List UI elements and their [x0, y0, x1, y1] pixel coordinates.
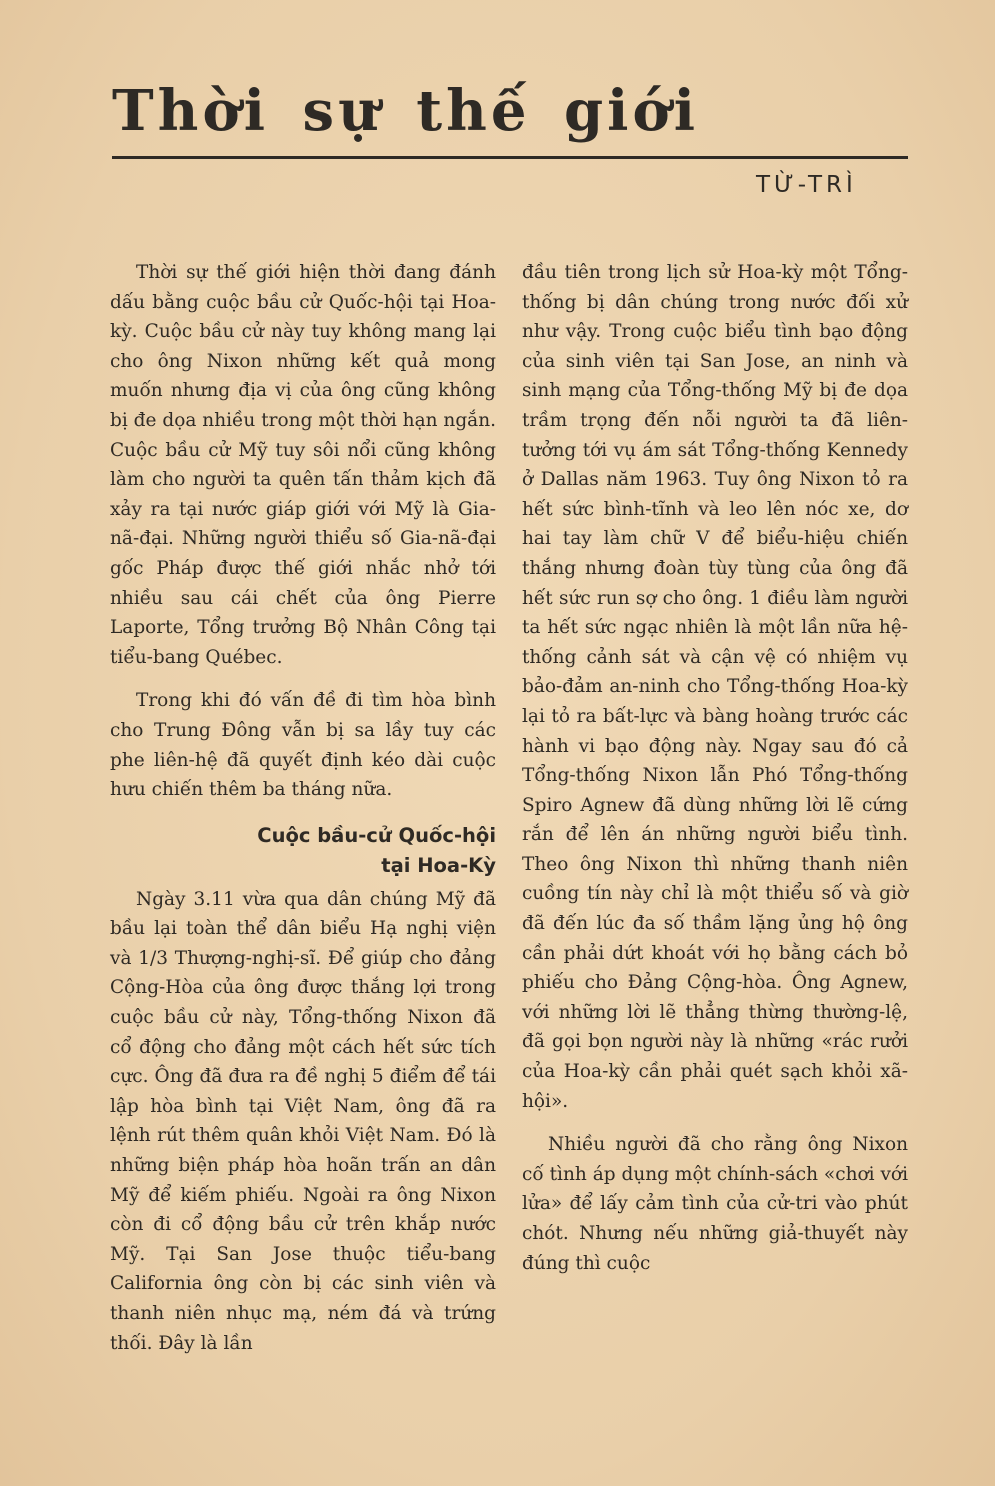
paragraph: Trong khi đó vấn đề đi tìm hòa bình cho Trung Đông vẫn bị sa lầy tuy các phe liên-hệ đã quyết định kéo dài cuộc hưu chiến thêm ba tháng nữa.	[110, 690, 496, 801]
section-heading	[110, 821, 496, 881]
section-heading-line: tại Hoa-Kỳ	[381, 853, 496, 877]
article-title: Thời sự thế giới	[112, 78, 700, 144]
paragraph: Thời sự thế giới hiện thời đang đánh dấu bằng cuộc bầu cử Quốc-hội tại Hoa-kỳ. Cuộc bầu cử này tuy không mang lại cho ông Nixon những kết quả mong muốn nhưng địa vị của ông cũng không bị đe dọa nhiều trong một thời hạn ngắn. Cuộc bầu cử Mỹ tuy sôi nổi cũng không làm cho người ta quên tấn thảm kịch đã xảy ra tại nước giáp giới với Mỹ là Gia-nã-đại. Những người thiểu số Gia-nã-đại gốc Pháp được thế giới nhắc nhở tới nhiều sau cái chết của ông Pierre Laporte, Tổng trưởng Bộ Nhân Công tại tiểu-bang Québec.	[110, 262, 496, 668]
article-author: TỪ-TRÌ	[756, 172, 857, 198]
paragraph: Nhiều người đã cho rằng ông Nixon cố tình áp dụng một chính-sách «chơi với lửa» để lấy cảm tình của cử-tri vào phút chót. Nhưng nếu những giả-thuyết này đúng thì cuộc	[522, 1134, 908, 1274]
paragraph: Ngày 3.11 vừa qua dân chúng Mỹ đã bầu lại toàn thể dân biểu Hạ nghị viện và 1/3 Thượng-nghị-sĩ. Để giúp cho đảng Cộng-Hòa của ông được thắng lợi trong cuộc bầu cử này, Tổng-thống Nixon đã cổ động cho đảng một cách hết sức tích cực. Ông đã đưa ra đề nghị 5 điểm để tái lập hòa bình tại Việt Nam, ông đã ra lệnh rút thêm quân khỏi Việt Nam. Đó là những biện pháp hòa hoãn trấn an dân Mỹ để kiếm phiếu. Ngoài ra ông Nixon còn đi cổ động bầu cử trên khắp nước Mỹ. Tại San Jose thuộc tiểu-bang California ông còn bị các sinh viên và thanh niên nhục mạ, ném đá và trứng thối. Đây là lần	[110, 888, 496, 1354]
right-column	[522, 258, 908, 1278]
left-column	[110, 258, 496, 1358]
title-rule	[112, 156, 908, 159]
section-heading-line: Cuộc bầu-cử Quốc-hội	[257, 823, 496, 847]
paragraph: đầu tiên trong lịch sử Hoa-kỳ một Tổng-thống bị dân chúng trong nước đối xử như vậy. Trong cuộc biểu tình bạo động của sinh viên tại San Jose, an ninh và sinh mạng của Tổng-thống Mỹ bị đe dọa trầm trọng đến nỗi người ta đã liên-tưởng tới vụ ám sát Tổng-thống Kennedy ở Dallas năm 1963. Tuy ông Nixon tỏ ra hết sức bình-tĩnh và leo lên nóc xe, dơ hai tay làm chữ V để biểu-hiệu chiến thắng nhưng đoàn tùy tùng của ông đã hết sức run sợ cho ông. 1 điều làm người ta hết sức ngạc nhiên là một lần nữa hệ-thống cảnh sát và cận vệ có nhiệm vụ bảo-đảm an-ninh cho Tổng-thống Hoa-kỳ lại tỏ ra bất-lực và bàng hoàng trước các hành vi bạo động này. Ngay sau đó cả Tổng-thống Nixon lẫn Phó Tổng-thống Spiro Agnew đã dùng những lời lẽ cứng rắn để lên án những người biểu tình. Theo ông Nixon thì những thanh niên cuồng tín này chỉ là một thiểu số và giờ đã đến lúc đa số thầm lặng ủng hộ ông cần phải dứt khoát với họ bằng cách bỏ phiếu cho Đảng Cộng-hòa. Ông Agnew, với những lời lẽ thẳng thừng thường-lệ, đã gọi bọn người này là những «rác rưởi của Hoa-kỳ cần phải quét sạch khỏi xã-hội».	[522, 262, 908, 1112]
